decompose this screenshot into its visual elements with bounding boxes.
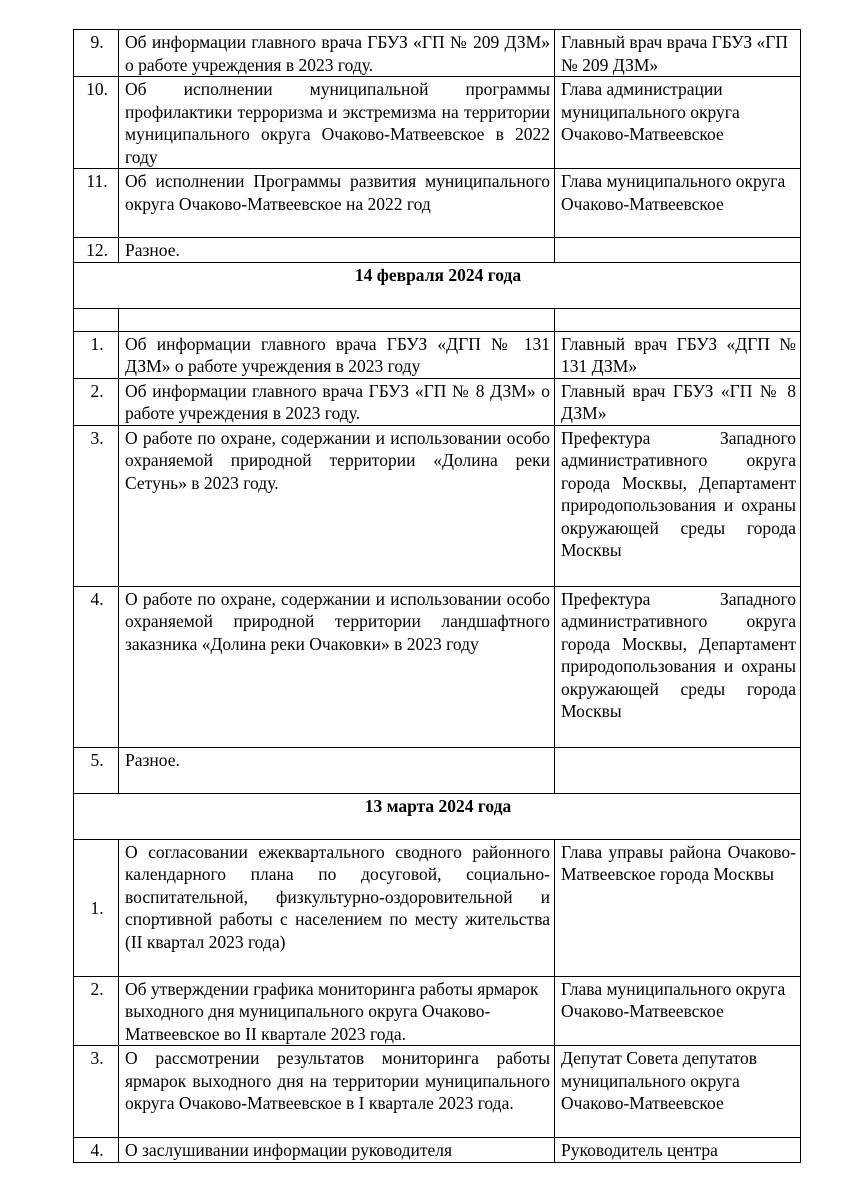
item-topic: Об информации главного врача ГБУЗ «ГП № 8 ДЗМ» о работе учреждения в 2023 году. bbox=[119, 378, 555, 425]
item-topic: О согласовании ежеквартального сводного районного календарного плана по досуговой, социально-воспитательной, физкультурно-оздоровительной и спортивной работы с населением по месту жительства (II квартал 2023 года) bbox=[119, 839, 555, 976]
meeting-date-heading: 13 марта 2024 года bbox=[74, 793, 801, 839]
item-number: 1. bbox=[74, 839, 119, 976]
item-number: 5. bbox=[74, 747, 119, 793]
table-row bbox=[74, 1046, 801, 1138]
item-responsible: Глава муниципального округа Очаково-Матвеевское bbox=[555, 976, 801, 1046]
agenda-table bbox=[73, 29, 801, 1163]
item-topic: О заслушивании информации руководителя bbox=[119, 1138, 555, 1163]
table-row bbox=[74, 747, 801, 793]
table-row bbox=[74, 30, 801, 77]
item-responsible: Глава управы района Очаково-Матвеевское города Москвы bbox=[555, 839, 801, 976]
table-row bbox=[74, 331, 801, 378]
item-topic: Об исполнении Программы развития муниципального округа Очаково-Матвеевское на 2022 год bbox=[119, 169, 555, 238]
item-topic: Об информации главного врача ГБУЗ «ГП № 209 ДЗМ» о работе учреждения в 2023 году. bbox=[119, 30, 555, 77]
item-responsible: Главный врач врача ГБУЗ «ГП № 209 ДЗМ» bbox=[555, 30, 801, 77]
item-topic: О работе по охране, содержании и использовании особо охраняемой природной территории ландшафтного заказника «Долина реки Очаковки» в 2023 году bbox=[119, 586, 555, 747]
item-responsible: Глава муниципального округа Очаково-Матвеевское bbox=[555, 169, 801, 238]
table-row bbox=[74, 169, 801, 238]
item-number: 4. bbox=[74, 586, 119, 747]
table-row bbox=[74, 1138, 801, 1163]
item-topic: Об информации главного врача ГБУЗ «ДГП № 131 ДЗМ» о работе учреждения в 2023 году bbox=[119, 331, 555, 378]
item-number: 1. bbox=[74, 331, 119, 378]
empty-cell bbox=[74, 308, 119, 331]
item-responsible bbox=[555, 238, 801, 263]
table-row bbox=[74, 425, 801, 586]
table-row bbox=[74, 976, 801, 1046]
item-number: 4. bbox=[74, 1138, 119, 1163]
item-responsible: Руководитель центра bbox=[555, 1138, 801, 1163]
item-topic: О работе по охране, содержании и использовании особо охраняемой природной территории «Долина реки Сетунь» в 2023 году. bbox=[119, 425, 555, 586]
table-row bbox=[74, 586, 801, 747]
item-topic: Разное. bbox=[119, 747, 555, 793]
item-number: 11. bbox=[74, 169, 119, 238]
item-number: 3. bbox=[74, 1046, 119, 1138]
item-number: 12. bbox=[74, 238, 119, 263]
item-responsible: Главный врач ГБУЗ «ГП № 8 ДЗМ» bbox=[555, 378, 801, 425]
item-responsible: Депутат Совета депутатов муниципального округа Очаково-Матвеевское bbox=[555, 1046, 801, 1138]
item-responsible bbox=[555, 747, 801, 793]
item-responsible: Глава администрации муниципального округа Очаково-Матвеевское bbox=[555, 77, 801, 169]
item-topic: Разное. bbox=[119, 238, 555, 263]
empty-cell bbox=[555, 308, 801, 331]
item-responsible: Главный врач ГБУЗ «ДГП № 131 ДЗМ» bbox=[555, 331, 801, 378]
date-header-row bbox=[74, 262, 801, 308]
item-topic: Об исполнении муниципальной программы профилактики терроризма и экстремизма на территории муниципального округа Очаково-Матвеевское в 2022 году bbox=[119, 77, 555, 169]
item-topic: О рассмотрении результатов мониторинга работы ярмарок выходного дня на территории муниципального округа Очаково-Матвеевское в I квартале 2023 года. bbox=[119, 1046, 555, 1138]
table-row bbox=[74, 238, 801, 263]
item-number: 2. bbox=[74, 976, 119, 1046]
item-topic: Об утверждении графика мониторинга работы ярмарок выходного дня муниципального округа Очаково-Матвеевское во II квартале 2023 года. bbox=[119, 976, 555, 1046]
item-number: 10. bbox=[74, 77, 119, 169]
item-number: 2. bbox=[74, 378, 119, 425]
table-row bbox=[74, 839, 801, 976]
date-header-row bbox=[74, 793, 801, 839]
table-row bbox=[74, 378, 801, 425]
empty-cell bbox=[119, 308, 555, 331]
table-row bbox=[74, 77, 801, 169]
item-responsible: Префектура Западного административного округа города Москвы, Департамент природопользования и охраны окружающей среды города Москвы bbox=[555, 586, 801, 747]
item-number: 9. bbox=[74, 30, 119, 77]
empty-row bbox=[74, 308, 801, 331]
meeting-date-heading: 14 февраля 2024 года bbox=[74, 262, 801, 308]
item-number: 3. bbox=[74, 425, 119, 586]
item-responsible: Префектура Западного административного округа города Москвы, Департамент природопользования и охраны окружающей среды города Москвы bbox=[555, 425, 801, 586]
